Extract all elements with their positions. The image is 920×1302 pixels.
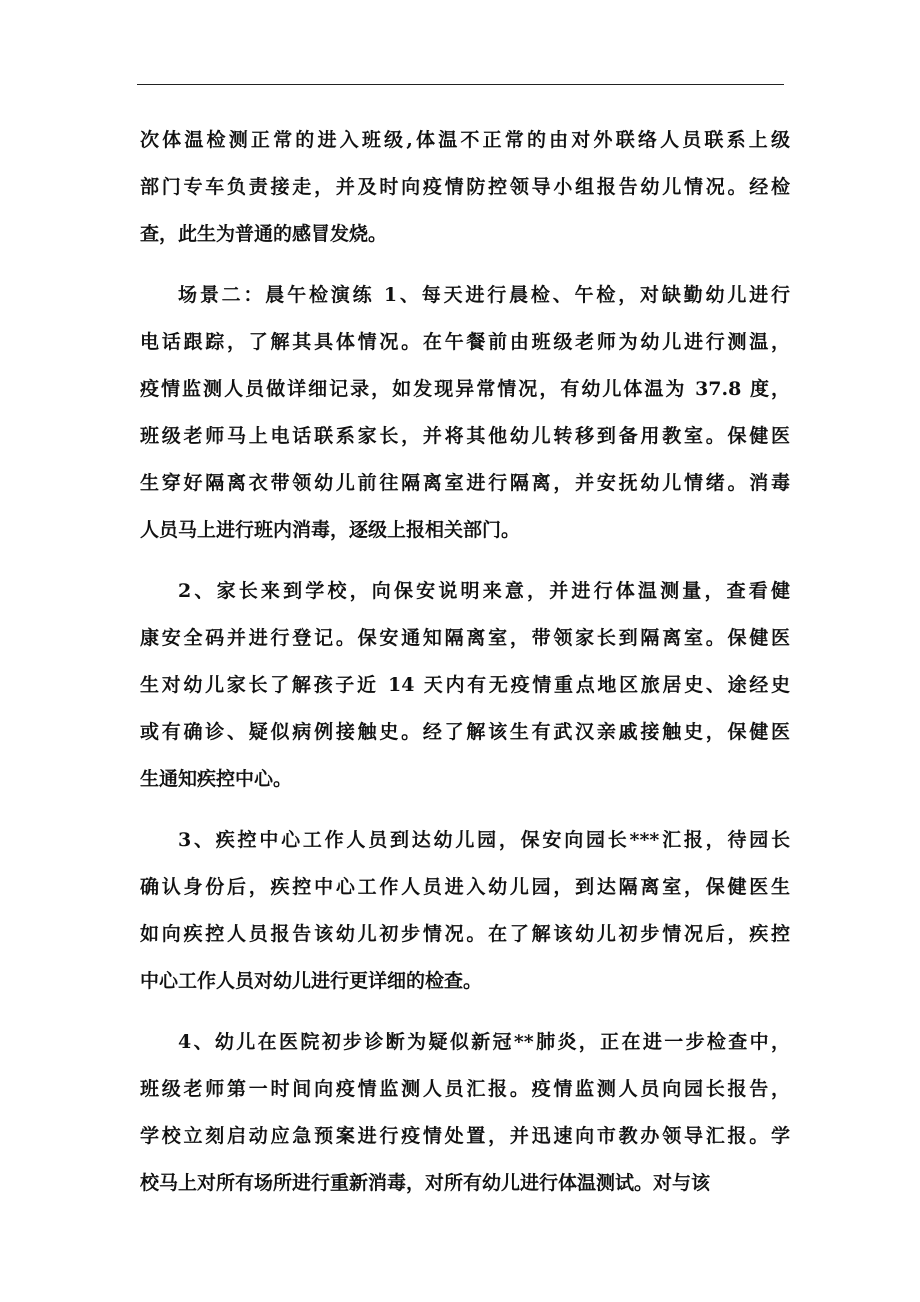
paragraph (140, 817, 790, 1005)
text-line: 如向疾控人员报告该幼儿初步情况。在了解该幼儿初步情况后，疾控 (140, 923, 790, 945)
text-line: 查，此生为普通的感冒发烧。 (140, 223, 388, 245)
header-rule (137, 84, 784, 85)
text-line: 班级老师第一时间向疫情监测人员汇报。疫情监测人员向园长报告， (140, 1078, 790, 1100)
text-line: 生对幼儿家长了解孩子近 14 天内有无疫情重点地区旅居史、途经史 (140, 674, 790, 696)
text-line: 确认身份后，疾控中心工作人员进入幼儿园，到达隔离室，保健医生 (140, 876, 790, 898)
text-line: 生穿好隔离衣带领幼儿前往隔离室进行隔离，并安抚幼儿情绪。消毒 (140, 472, 790, 494)
paragraph-gap (140, 258, 790, 272)
text-line: 或有确诊、疑似病例接触史。经了解该生有武汉亲戚接触史，保健医 (140, 721, 790, 743)
paragraph (140, 1019, 790, 1207)
text-line: 人员马上进行班内消毒，逐级上报相关部门。 (140, 519, 521, 541)
text-line: 3、疾控中心工作人员到达幼儿园，保安向园长***汇报，待园长 (178, 829, 790, 851)
text-line: 场景二：晨午检演练 1、每天进行晨检、午检，对缺勤幼儿进行 (178, 284, 790, 306)
text-line: 2、家长来到学校，向保安说明来意，并进行体温测量，查看健 (178, 580, 790, 602)
text-line: 学校立刻启动应急预案进行疫情处置，并迅速向市教办领导汇报。学 (140, 1125, 790, 1147)
paragraph (140, 272, 790, 554)
text-line: 次体温检测正常的进入班级,体温不正常的由对外联络人员联系上级 (140, 129, 790, 151)
paragraph (140, 568, 790, 803)
document-body (140, 117, 790, 1207)
paragraph-gap (140, 1005, 790, 1019)
paragraph-gap (140, 554, 790, 568)
paragraph-gap (140, 803, 790, 817)
text-line: 中心工作人员对幼儿进行更详细的检查。 (140, 970, 483, 992)
text-line: 班级老师马上电话联系家长，并将其他幼儿转移到备用教室。保健医 (140, 425, 790, 447)
text-line: 部门专车负责接走，并及时向疫情防控领导小组报告幼儿情况。经检 (140, 176, 790, 198)
text-line: 康安全码并进行登记。保安通知隔离室，带领家长到隔离室。保健医 (140, 627, 790, 649)
text-line: 电话跟踪，了解其具体情况。在午餐前由班级老师为幼儿进行测温， (140, 331, 790, 353)
text-line: 生通知疾控中心。 (140, 768, 293, 790)
text-line: 校马上对所有场所进行重新消毒，对所有幼儿进行体温测试。对与该 (140, 1172, 711, 1194)
text-line: 疫情监测人员做详细记录，如发现异常情况，有幼儿体温为 37.8 度， (140, 378, 790, 400)
paragraph (140, 117, 790, 258)
text-line: 4、幼儿在医院初步诊断为疑似新冠**肺炎，正在进一步检查中， (178, 1031, 790, 1053)
